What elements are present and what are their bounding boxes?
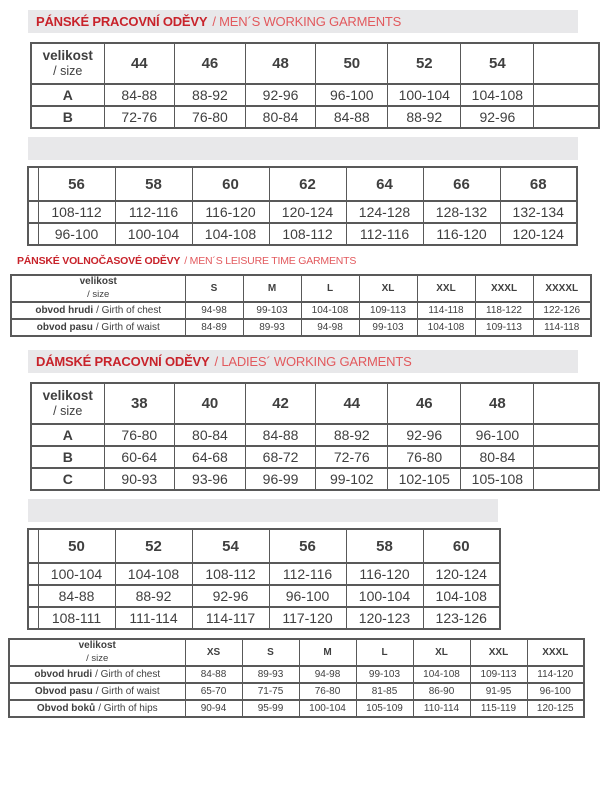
table-row — [28, 201, 577, 223]
clipped-column-cell — [534, 446, 599, 468]
size-value-cell: 91-95 — [470, 683, 527, 700]
column-header-cell: S — [242, 639, 299, 666]
size-value-cell: 80-84 — [175, 424, 246, 446]
row-label-czech: obvod hrudi — [34, 669, 93, 680]
column-header-cell: S — [185, 275, 243, 302]
column-header-cell: 64 — [346, 167, 423, 201]
heading-mens-leisure-czech: PÁNSKÉ VOLNOČASOVÉ ODĚVY — [17, 255, 181, 267]
size-value-cell: 80-84 — [461, 446, 534, 468]
size-value-cell: 100-104 — [115, 223, 192, 245]
column-header-cell: 46 — [388, 383, 461, 424]
size-value-cell: 114-117 — [192, 607, 269, 629]
size-value-cell: 94-98 — [299, 666, 356, 683]
size-value-cell: 114-118 — [417, 302, 475, 319]
size-value-cell: 114-120 — [527, 666, 584, 683]
size-value-cell: 100-104 — [38, 563, 115, 585]
divider-bar — [28, 137, 578, 160]
column-header-cell: 52 — [388, 43, 461, 84]
size-value-cell: 104-108 — [417, 319, 475, 336]
heading-mens-working-czech: PÁNSKÉ PRACOVNÍ ODĚVY — [36, 14, 208, 29]
table-ladies-working-sizes-50-60-grid — [27, 528, 501, 630]
size-value-cell: 64-68 — [175, 446, 246, 468]
size-value-cell: 84-88 — [104, 84, 175, 106]
column-header-cell: XL — [359, 275, 417, 302]
table-ladies-working-sizes-38-48 — [30, 382, 600, 491]
size-value-cell: 104-108 — [115, 563, 192, 585]
size-value-cell: 95-99 — [242, 700, 299, 717]
size-value-cell: 105-108 — [461, 468, 534, 490]
column-header-cell: 44 — [316, 383, 388, 424]
table-row — [9, 700, 584, 717]
heading-ladies-working-czech: DÁMSKÉ PRACOVNÍ ODĚVY — [36, 354, 210, 369]
clipped-column-cell — [28, 167, 38, 201]
section-bar-ladies-working — [28, 350, 578, 373]
size-value-cell: 76-80 — [104, 424, 175, 446]
table-row — [28, 607, 500, 629]
header-row — [31, 43, 599, 84]
column-header-cell: 58 — [346, 529, 423, 563]
column-header-cell: 46 — [175, 43, 246, 84]
header-row — [31, 383, 599, 424]
size-value-cell: 72-76 — [104, 106, 175, 128]
size-value-cell: 93-96 — [175, 468, 246, 490]
size-value-cell: 104-108 — [192, 223, 269, 245]
table-mens-working-sizes-56-68-grid — [27, 166, 578, 246]
size-value-cell: 88-92 — [388, 106, 461, 128]
column-header-cell: L — [356, 639, 413, 666]
table-row — [31, 446, 599, 468]
column-header-cell: 60 — [192, 167, 269, 201]
section-heading-mens-leisure — [17, 254, 600, 268]
size-value-cell: 99-103 — [359, 319, 417, 336]
table-mens-working-sizes-56-68 — [27, 166, 600, 246]
corner-label-bold: velikost — [79, 276, 117, 288]
column-header-cell: 58 — [115, 167, 192, 201]
table-row — [28, 563, 500, 585]
row-label-cell: B — [31, 446, 104, 468]
size-value-cell: 108-112 — [38, 201, 115, 223]
size-value-cell: 72-76 — [316, 446, 388, 468]
size-value-cell: 96-100 — [461, 424, 534, 446]
size-corner-label — [31, 383, 104, 424]
corner-label-sub: / size — [53, 404, 83, 419]
row-label-english: / Girth of waist — [95, 322, 160, 333]
size-value-cell: 104-108 — [423, 585, 500, 607]
row-label-english: / Girth of hips — [98, 703, 158, 714]
column-header-cell: 50 — [316, 43, 388, 84]
clipped-column-cell — [534, 43, 599, 84]
size-value-cell: 71-75 — [242, 683, 299, 700]
size-value-cell: 104-108 — [413, 666, 470, 683]
table-sizes-xs-xxxl — [8, 638, 600, 718]
clipped-column-cell — [534, 383, 599, 424]
row-label-cell — [9, 683, 185, 700]
row-label-cell — [11, 302, 185, 319]
size-value-cell: 84-88 — [316, 106, 388, 128]
size-value-cell: 76-80 — [388, 446, 461, 468]
column-header-cell: XXXL — [527, 639, 584, 666]
row-label-czech: obvod hrudi — [35, 305, 94, 316]
table-mens-working-sizes-44-54-grid — [30, 42, 600, 129]
column-header-cell: 60 — [423, 529, 500, 563]
size-value-cell: 116-120 — [423, 223, 500, 245]
column-header-cell: 66 — [423, 167, 500, 201]
size-value-cell: 96-100 — [269, 585, 346, 607]
size-value-cell: 100-104 — [299, 700, 356, 717]
table-row — [11, 302, 591, 319]
size-value-cell: 96-100 — [527, 683, 584, 700]
size-value-cell: 120-124 — [269, 201, 346, 223]
row-label-english: / Girth of waist — [95, 686, 160, 697]
size-value-cell: 122-126 — [533, 302, 591, 319]
column-header-cell: XL — [413, 639, 470, 666]
size-value-cell: 111-114 — [115, 607, 192, 629]
row-label-cell: A — [31, 84, 104, 106]
table-row — [31, 468, 599, 490]
clipped-column-cell — [28, 607, 38, 629]
row-label-czech: Obvod boků — [36, 703, 96, 714]
size-value-cell: 90-93 — [104, 468, 175, 490]
size-value-cell: 88-92 — [175, 84, 246, 106]
size-value-cell: 120-124 — [500, 223, 577, 245]
size-value-cell: 84-88 — [38, 585, 115, 607]
table-row — [31, 424, 599, 446]
table-mens-leisure-sizes-s-xxxxl-grid — [10, 274, 592, 337]
size-value-cell: 109-113 — [359, 302, 417, 319]
size-value-cell: 102-105 — [388, 468, 461, 490]
size-value-cell: 132-134 — [500, 201, 577, 223]
clipped-column-cell — [534, 84, 599, 106]
size-value-cell: 120-123 — [346, 607, 423, 629]
table-ladies-working-sizes-50-60 — [27, 528, 600, 630]
table-mens-working-sizes-44-54 — [30, 42, 600, 129]
size-value-cell: 89-93 — [243, 319, 301, 336]
size-value-cell: 68-72 — [245, 446, 316, 468]
heading-mens-working-english: / MEN´S WORKING GARMENTS — [212, 14, 402, 29]
column-header-cell: XXXL — [475, 275, 533, 302]
size-value-cell: 90-94 — [185, 700, 242, 717]
size-value-cell: 123-126 — [423, 607, 500, 629]
table-row — [31, 106, 599, 128]
size-value-cell: 109-113 — [470, 666, 527, 683]
size-value-cell: 110-114 — [413, 700, 470, 717]
size-value-cell: 76-80 — [299, 683, 356, 700]
row-label-cell — [9, 666, 185, 683]
table-ladies-working-sizes-38-48-grid — [30, 382, 600, 491]
size-value-cell: 99-103 — [356, 666, 413, 683]
size-corner-label — [11, 275, 185, 302]
column-header-cell: 48 — [461, 383, 534, 424]
column-header-cell: 50 — [38, 529, 115, 563]
table-row — [28, 223, 577, 245]
size-value-cell: 116-120 — [346, 563, 423, 585]
size-corner-label — [31, 43, 104, 84]
header-row — [11, 275, 591, 302]
size-value-cell: 108-112 — [269, 223, 346, 245]
divider-bar — [28, 499, 498, 522]
size-value-cell: 112-116 — [346, 223, 423, 245]
size-value-cell: 65-70 — [185, 683, 242, 700]
clipped-column-cell — [28, 585, 38, 607]
header-row — [28, 167, 577, 201]
row-label-cell — [11, 319, 185, 336]
size-value-cell: 92-96 — [461, 106, 534, 128]
corner-label-bold: velikost — [78, 640, 116, 652]
size-value-cell: 104-108 — [461, 84, 534, 106]
size-value-cell: 84-89 — [185, 319, 243, 336]
size-value-cell: 84-88 — [185, 666, 242, 683]
size-value-cell: 96-100 — [38, 223, 115, 245]
column-header-cell: 56 — [38, 167, 115, 201]
column-header-cell: 52 — [115, 529, 192, 563]
size-value-cell: 99-103 — [243, 302, 301, 319]
size-value-cell: 116-120 — [192, 201, 269, 223]
size-value-cell: 124-128 — [346, 201, 423, 223]
table-row — [9, 666, 584, 683]
column-header-cell: 62 — [269, 167, 346, 201]
size-value-cell: 108-112 — [192, 563, 269, 585]
clipped-column-cell — [28, 563, 38, 585]
size-value-cell: 99-102 — [316, 468, 388, 490]
column-header-cell: 48 — [245, 43, 316, 84]
size-value-cell: 104-108 — [301, 302, 359, 319]
column-header-cell: XXL — [470, 639, 527, 666]
row-label-cell: B — [31, 106, 104, 128]
size-value-cell: 96-99 — [245, 468, 316, 490]
column-header-cell: XXL — [417, 275, 475, 302]
row-label-cell: A — [31, 424, 104, 446]
corner-label-bold: velikost — [42, 387, 93, 403]
size-value-cell: 80-84 — [245, 106, 316, 128]
corner-label-sub: / size — [86, 652, 109, 664]
table-row — [28, 585, 500, 607]
table-row — [31, 84, 599, 106]
table-row — [9, 683, 584, 700]
clipped-column-cell — [534, 424, 599, 446]
size-value-cell: 88-92 — [115, 585, 192, 607]
header-row — [9, 639, 584, 666]
column-header-cell: 40 — [175, 383, 246, 424]
size-value-cell: 94-98 — [185, 302, 243, 319]
column-header-cell: XS — [185, 639, 242, 666]
column-header-cell: M — [299, 639, 356, 666]
size-value-cell: 92-96 — [245, 84, 316, 106]
clipped-column-cell — [28, 223, 38, 245]
size-value-cell: 112-116 — [115, 201, 192, 223]
size-value-cell: 96-100 — [316, 84, 388, 106]
table-sizes-xs-xxxl-grid — [8, 638, 585, 718]
size-value-cell: 60-64 — [104, 446, 175, 468]
size-value-cell: 120-124 — [423, 563, 500, 585]
size-value-cell: 76-80 — [175, 106, 246, 128]
row-label-english: / Girth of chest — [95, 669, 161, 680]
column-header-cell: L — [301, 275, 359, 302]
size-value-cell: 100-104 — [388, 84, 461, 106]
column-header-cell: 54 — [192, 529, 269, 563]
header-row — [28, 529, 500, 563]
clipped-column-cell — [534, 106, 599, 128]
size-value-cell: 81-85 — [356, 683, 413, 700]
heading-mens-leisure-english: / MEN´S LEISURE TIME GARMENTS — [184, 255, 357, 267]
size-value-cell: 84-88 — [245, 424, 316, 446]
size-value-cell: 92-96 — [192, 585, 269, 607]
heading-ladies-working-english: / LADIES´ WORKING GARMENTS — [214, 354, 412, 369]
size-value-cell: 120-125 — [527, 700, 584, 717]
size-value-cell: 108-111 — [38, 607, 115, 629]
row-label-english: / Girth of chest — [96, 305, 162, 316]
size-value-cell: 118-122 — [475, 302, 533, 319]
size-value-cell: 94-98 — [301, 319, 359, 336]
size-value-cell: 105-109 — [356, 700, 413, 717]
size-value-cell: 115-119 — [470, 700, 527, 717]
size-value-cell: 112-116 — [269, 563, 346, 585]
section-bar-mens-working — [28, 10, 578, 33]
corner-label-sub: / size — [87, 288, 110, 300]
size-value-cell: 88-92 — [316, 424, 388, 446]
row-label-czech: Obvod pasu — [34, 686, 93, 697]
size-value-cell: 114-118 — [533, 319, 591, 336]
corner-label-sub: / size — [53, 64, 83, 79]
size-value-cell: 100-104 — [346, 585, 423, 607]
row-label-cell — [9, 700, 185, 717]
column-header-cell: 44 — [104, 43, 175, 84]
corner-label-bold: velikost — [42, 47, 93, 63]
table-row — [11, 319, 591, 336]
column-header-cell: 42 — [245, 383, 316, 424]
table-mens-leisure-sizes-s-xxxxl — [10, 274, 600, 337]
size-value-cell: 117-120 — [269, 607, 346, 629]
clipped-column-cell — [534, 468, 599, 490]
clipped-column-cell — [28, 201, 38, 223]
row-label-cell: C — [31, 468, 104, 490]
size-value-cell: 86-90 — [413, 683, 470, 700]
size-value-cell: 89-93 — [242, 666, 299, 683]
size-corner-label — [9, 639, 185, 666]
column-header-cell: 54 — [461, 43, 534, 84]
row-label-czech: obvod pasu — [36, 322, 93, 333]
size-value-cell: 128-132 — [423, 201, 500, 223]
size-value-cell: 92-96 — [388, 424, 461, 446]
column-header-cell: 56 — [269, 529, 346, 563]
column-header-cell: XXXXL — [533, 275, 591, 302]
column-header-cell: 38 — [104, 383, 175, 424]
column-header-cell: 68 — [500, 167, 577, 201]
clipped-column-cell — [28, 529, 38, 563]
column-header-cell: M — [243, 275, 301, 302]
size-value-cell: 109-113 — [475, 319, 533, 336]
